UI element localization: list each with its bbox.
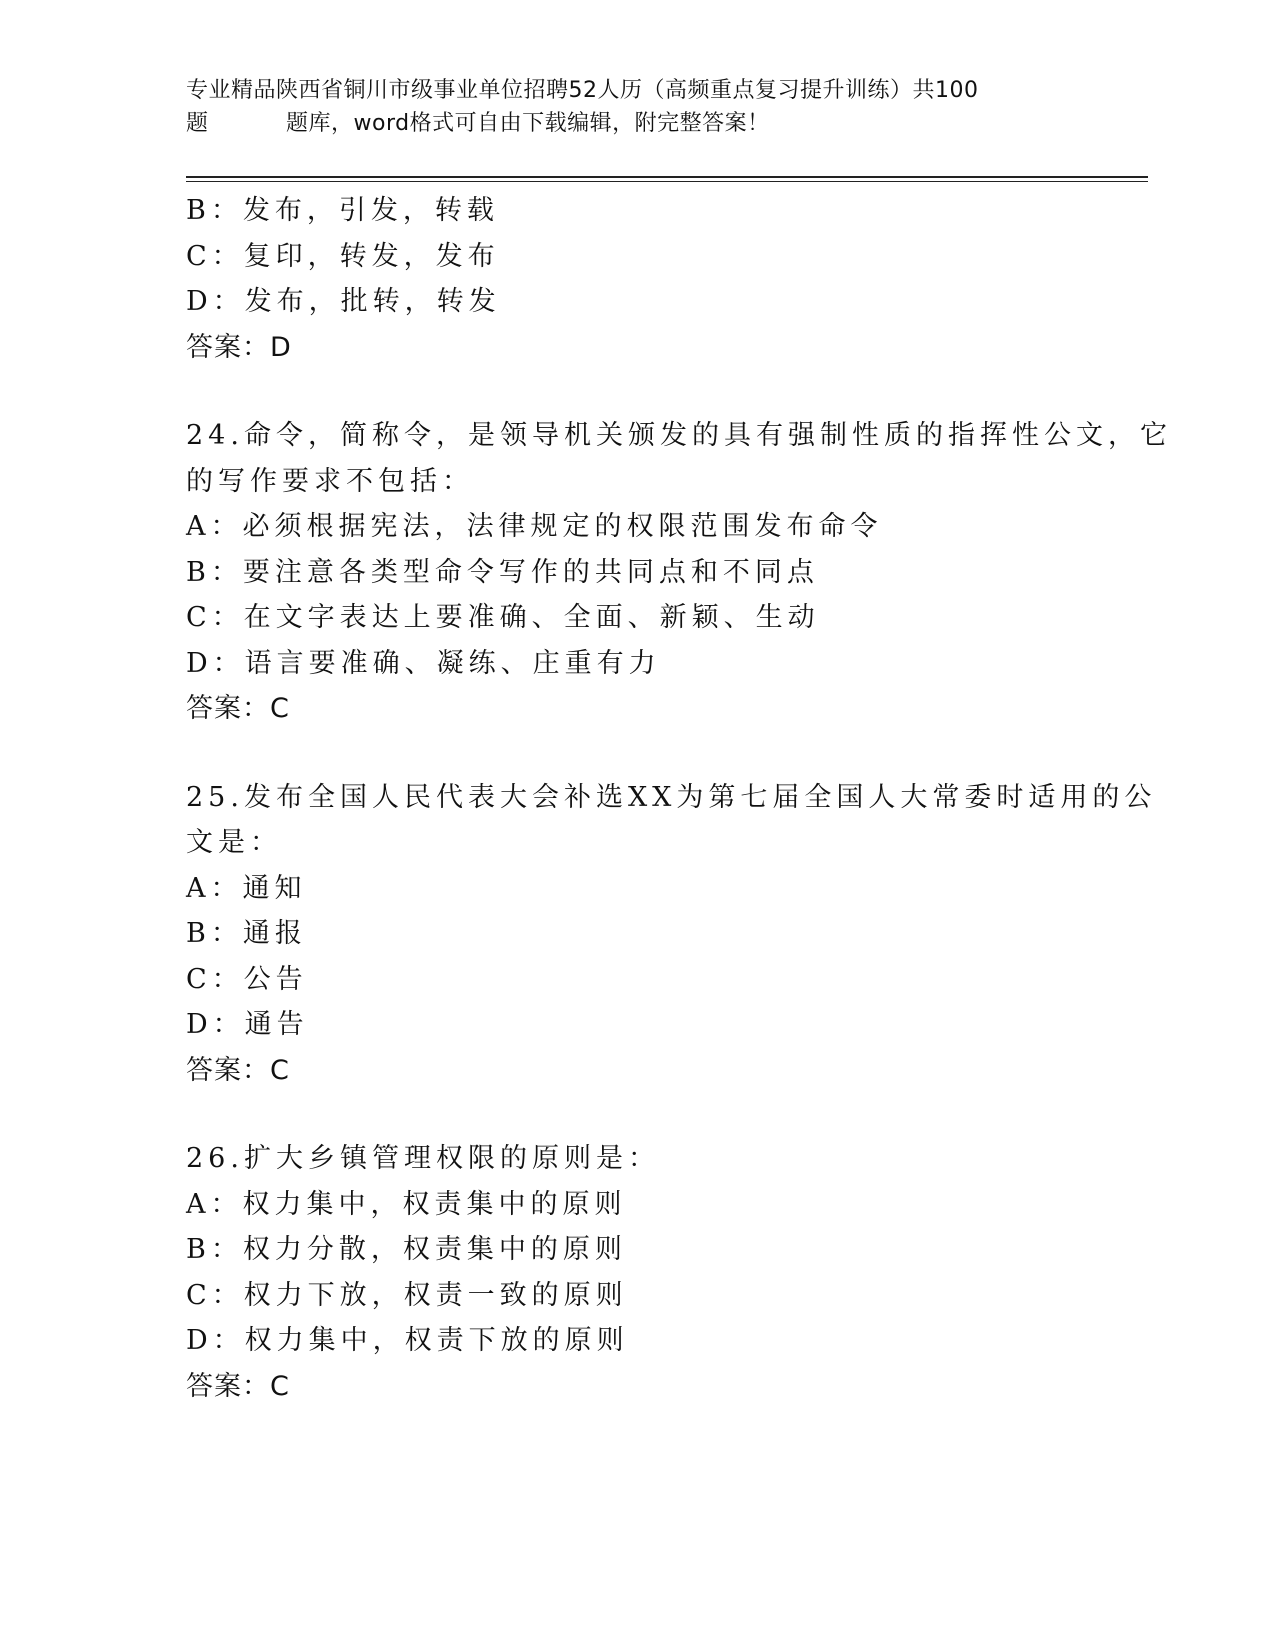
question-stem: 24.命令，简称令，是领导机关颁发的具有强制性质的指挥性公文，它 bbox=[186, 420, 1172, 451]
header-title-line2 bbox=[186, 107, 1086, 140]
option-b: B：要注意各类型命令写作的共同点和不同点 bbox=[186, 556, 819, 588]
answer-line: 答案：C bbox=[186, 693, 290, 724]
option-d: D：通告 bbox=[186, 1009, 309, 1040]
option-a: A：必须根据宪法，法律规定的权限范围发布命令 bbox=[186, 511, 883, 542]
header-rule-thick bbox=[186, 176, 1148, 178]
option-c: C：权力下放，权责一致的原则 bbox=[186, 1279, 628, 1311]
option-d: D：语言要准确、凝练、庄重有力 bbox=[186, 647, 661, 679]
option-a: A：权力集中，权责集中的原则 bbox=[186, 1188, 627, 1220]
option-b: B：发布，引发，转载 bbox=[186, 195, 499, 226]
answer-line: 答案：C bbox=[186, 1054, 290, 1086]
option-d: D：发布，批转，转发 bbox=[186, 286, 501, 317]
header-title-line1: 专业精品陕西省铜川市级事业单位招聘52人历（高频重点复习提升训练）共100 bbox=[186, 78, 979, 103]
question-stem: 26.扩大乡镇管理权限的原则是： bbox=[186, 1143, 660, 1174]
option-c: C：复印，转发，发布 bbox=[186, 240, 500, 272]
question-25 bbox=[186, 775, 1157, 1094]
question-23-continued bbox=[186, 188, 1086, 370]
answer-line: 答案：C bbox=[186, 1370, 290, 1402]
option-b: B：权力分散，权责集中的原则 bbox=[186, 1234, 627, 1265]
option-d: D：权力集中，权责下放的原则 bbox=[186, 1325, 629, 1356]
option-b: B：通报 bbox=[186, 918, 307, 949]
spacer bbox=[186, 1093, 1086, 1136]
question-list bbox=[186, 188, 1172, 1409]
question-stem-cont: 的写作要求不包括： bbox=[186, 465, 474, 497]
option-a: A：通知 bbox=[186, 872, 307, 904]
document-header bbox=[186, 74, 1086, 140]
option-c: C：在文字表达上要准确、全面、新颖、生动 bbox=[186, 602, 820, 633]
question-26 bbox=[186, 1136, 1086, 1409]
answer-line: 答案：D bbox=[186, 331, 292, 363]
header-title-line2-left: 题 bbox=[186, 111, 209, 136]
question-stem-cont: 文是： bbox=[186, 827, 282, 858]
option-c: C：公告 bbox=[186, 963, 308, 995]
question-stem: 25.发布全国人民代表大会补选XX为第七届全国人大常委时适用的公 bbox=[186, 781, 1157, 813]
spacer bbox=[186, 732, 1086, 775]
header-rule-thin bbox=[186, 181, 1148, 182]
spacer bbox=[186, 370, 1086, 413]
header-title-line2-right: 题库，word格式可自由下载编辑，附完整答案！ bbox=[286, 111, 770, 136]
question-24 bbox=[186, 413, 1172, 732]
